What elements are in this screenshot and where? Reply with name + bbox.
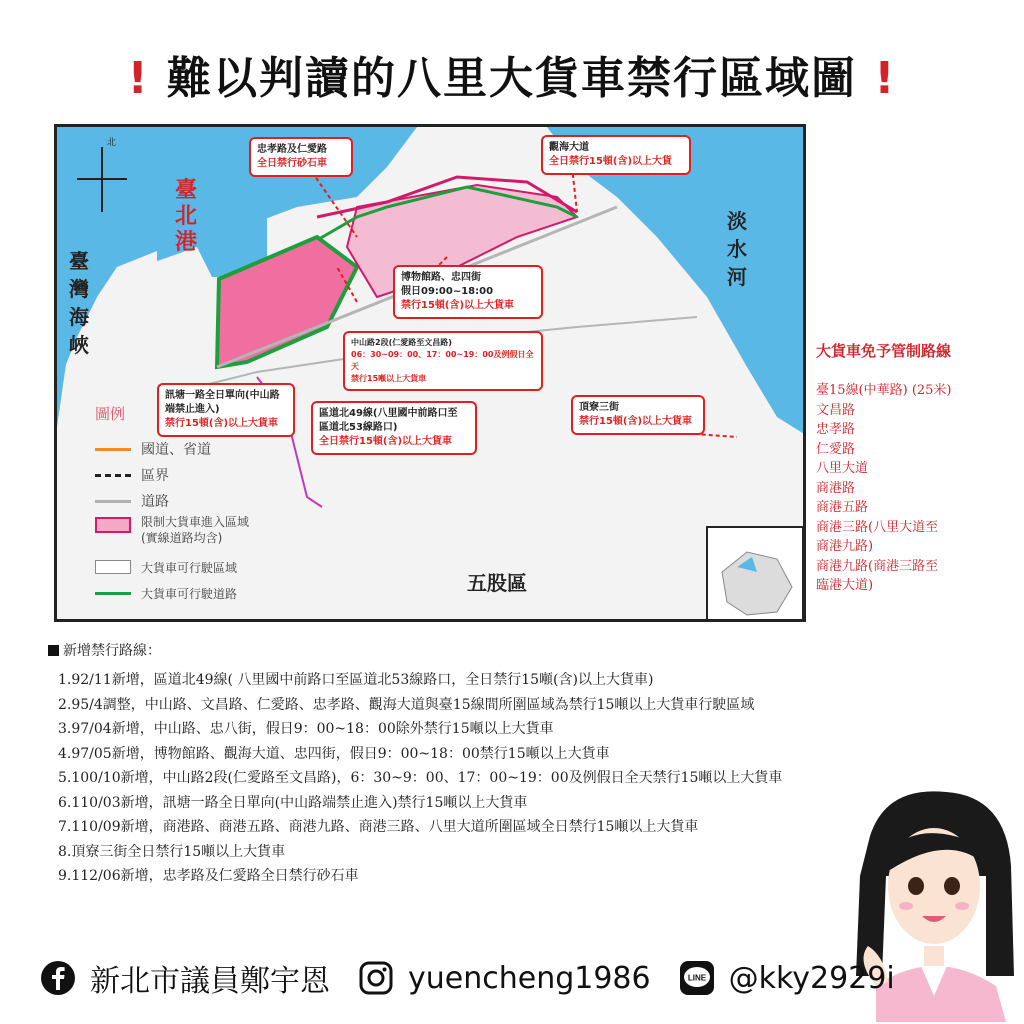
rule-item: 2.95/4調整，中山路、文昌路、仁愛路、忠孝路、觀海大道與臺15線間所圍區域為禁行15噸以上大貨車行駛區域 <box>58 696 755 713</box>
square-bullet-icon <box>48 645 59 656</box>
place-district: 五股區 <box>467 571 527 595</box>
legend-item: 道路 <box>95 488 315 514</box>
exempt-item: 臨港大道) <box>816 578 874 593</box>
legend-item: 限制大貨車進入區域 (實線道路均含) <box>95 514 315 554</box>
line-badge: LINE <box>687 973 706 983</box>
legend-item: 區界 <box>95 462 315 488</box>
rules-heading: 新增禁行路線： <box>48 640 978 660</box>
page-title <box>0 42 1024 106</box>
exempt-heading: 大貨車免予管制路線 <box>816 342 952 360</box>
rule-item: 1.92/11新增，區道北49線( 八里國中前路口至區道北53線路口，全日禁行15噸(含)以上大貨車) <box>58 672 654 688</box>
facebook-icon[interactable] <box>40 960 76 996</box>
rule-item: 4.97/05新增，博物館路、觀海大道、忠四街，假日9：00~18：00禁行15噸以上大貨車 <box>58 745 610 762</box>
legend-swatch <box>95 560 131 574</box>
rule-item: 5.100/10新增，中山路2段(仁愛路至文昌路)，6：30~9：00、17：00~19：00及例假日全天禁行15噸以上大貨車 <box>58 770 783 786</box>
exempt-item: 商港五路 <box>816 500 869 515</box>
callout-zhongshan-2: 中山路2段(仁愛路至文昌路) 06：30~09：00、17：00~19：00及例假日全天 禁行15噸以上大貨車 <box>343 331 543 391</box>
map-legend <box>95 403 315 606</box>
exempt-routes <box>816 340 1016 596</box>
callout-museum-road: 博物館路、忠四街 假日09:00~18:00 禁行15頓(含)以上大貨車 <box>393 265 543 319</box>
place-river: 淡水河 <box>727 209 747 289</box>
legend-title: 圖例 <box>95 405 126 423</box>
callout-dingliao: 頂寮三街 禁行15頓(含)以上大貨車 <box>571 395 705 435</box>
rule-item: 7.110/09新增，商港路、商港五路、商港九路、商港三路、八里大道所圍區域全日禁行15噸以上大貨車 <box>58 819 699 835</box>
legend-item: 大貨車可行駛區域 <box>95 554 315 580</box>
restriction-map <box>54 124 806 622</box>
rule-item: 3.97/04新增，中山路、忠八街，假日9：00~18：00除外禁行15噸以上大貨車 <box>58 721 554 737</box>
legend-swatch <box>95 592 131 595</box>
callout-xuntang: 訊塘一路全日單向(中山路 端禁止進入) 禁行15頓(含)以上大貨車 <box>157 383 295 437</box>
callout-guanhai: 觀海大道 全日禁行15頓(含)以上大貨 <box>541 135 691 175</box>
exempt-item: 商港路 <box>816 480 856 496</box>
line-icon[interactable] <box>679 960 715 996</box>
exempt-item: 文昌路 <box>816 402 856 418</box>
legend-swatch <box>95 474 131 477</box>
instagram-handle[interactable]: yuencheng1986 <box>408 960 651 996</box>
exempt-item: 商港九路(商港三路至 <box>816 558 939 574</box>
rule-item: 8.頂寮三街全日禁行15噸以上大貨車 <box>58 843 286 860</box>
exempt-item: 臺15線(中華路) (25米) <box>816 383 952 398</box>
place-strait: 臺灣海峽 <box>69 249 89 357</box>
legend-item: 大貨車可行駛道路 <box>95 580 315 606</box>
exclamation-icon: ! <box>127 53 150 104</box>
callout-zhongxiao-renai: 忠孝路及仁愛路 全日禁行砂石車 <box>249 137 353 177</box>
rule-item: 9.112/06新增，忠孝路及仁愛路全日禁行砂石車 <box>58 868 359 884</box>
rule-item: 6.110/03新增，訊塘一路全日單向(中山路端禁止進入)禁行15噸以上大貨車 <box>58 794 528 811</box>
social-footer <box>40 950 980 1006</box>
legend-item: 國道、省道 <box>95 436 315 462</box>
exclamation-icon: ! <box>874 53 897 104</box>
exempt-item: 八里大道 <box>816 461 869 476</box>
north-label: 北 <box>107 138 117 148</box>
place-harbor: 臺北港 <box>175 177 198 255</box>
legend-swatch <box>95 448 131 451</box>
facebook-name[interactable]: 新北市議員鄭宇恩 <box>90 964 330 999</box>
callout-district-road-49: 區道北49線(八里國中前路口至 區道北53線路口) 全日禁行15頓(含)以上大貨車 <box>311 401 477 455</box>
exempt-item: 商港九路) <box>816 539 874 554</box>
exempt-item: 仁愛路 <box>816 441 856 457</box>
legend-swatch <box>95 500 131 503</box>
exempt-item: 商港三路(八里大道至 <box>816 519 939 535</box>
new-restrictions <box>48 640 978 889</box>
legend-swatch <box>95 517 131 533</box>
title-text: 難以判讀的八里大貨車禁行區域圖 <box>167 53 857 104</box>
instagram-icon[interactable] <box>358 960 394 996</box>
exempt-item: 忠孝路 <box>816 422 856 437</box>
line-id[interactable]: @kky2929i <box>728 960 895 996</box>
